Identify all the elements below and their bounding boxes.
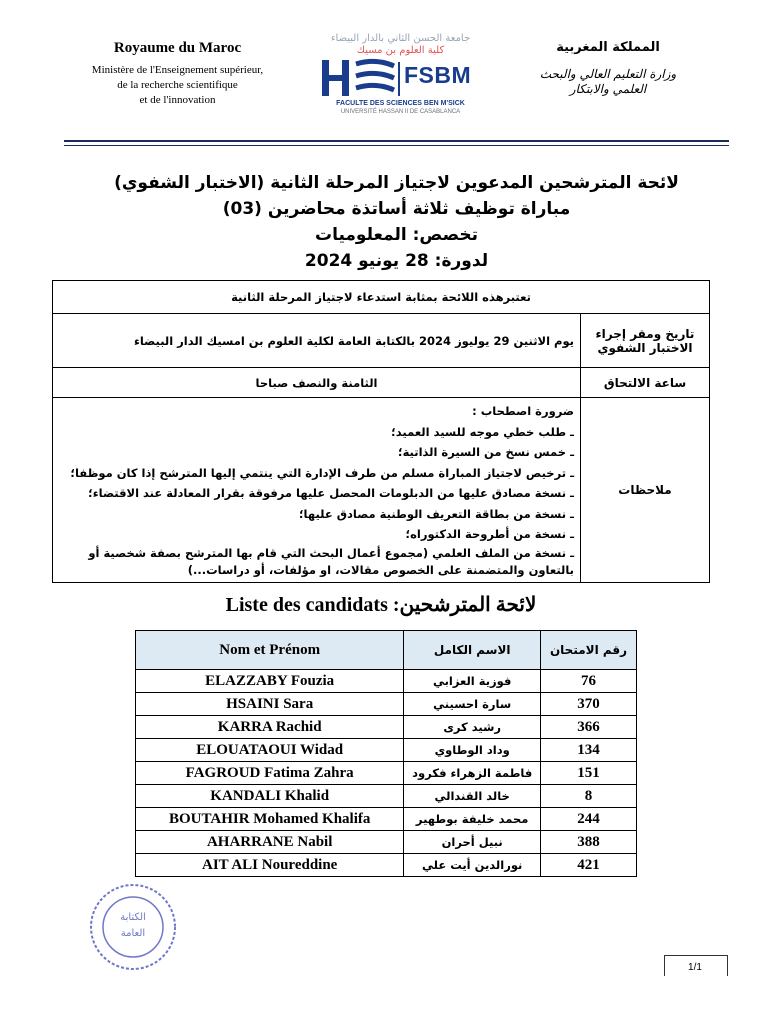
- note-item: ـ نسخة مصادق عليها من الدبلومات المحصل عليها مرفوقة بقرار المعادلة عند الاقتضاء؛: [88, 486, 574, 500]
- candidate-number: 151: [541, 762, 637, 785]
- candidate-number: 388: [541, 831, 637, 854]
- note-item: ـ طلب خطي موجه للسيد العميد؛: [391, 424, 574, 439]
- candidate-name: KARRA Rachid: [136, 716, 404, 739]
- candidate-name: HSAINI Sara: [136, 693, 404, 716]
- table-row: [136, 693, 637, 716]
- stamp-circle-icon: [88, 882, 178, 972]
- ministry-line-3: et de l'innovation: [139, 94, 216, 106]
- candidate-name-ar: سارة احسيني: [404, 693, 541, 716]
- header-arabic: [508, 40, 708, 97]
- logo-emblem-icon: [320, 58, 398, 98]
- official-stamp: [88, 882, 178, 972]
- candidate-name-ar: فاطمة الزهراء فكرود: [404, 762, 541, 785]
- candidate-name-ar: وداد الوطاوي: [404, 739, 541, 762]
- candidate-name: BOUTAHIR Mohamed Khalifa: [136, 808, 404, 831]
- logo-university-ar: جامعة الحسن الثاني بالدار البيضاء: [330, 33, 471, 44]
- candidate-name-ar: رشيد كرى: [404, 716, 541, 739]
- candidate-number: 366: [541, 716, 637, 739]
- header-divider: [64, 140, 729, 142]
- header-arabic-name: الاسم الكامل: [404, 631, 541, 670]
- note-item: ـ نسخة من أطروحة الدكتوراه؛: [405, 527, 574, 541]
- note-item: ـ خمس نسخ من السيرة الذاتية؛: [397, 445, 574, 459]
- note-item: ـ نسخة من بطاقة التعريف الوطنية مصادق عليها؛: [298, 506, 574, 521]
- candidate-number: 370: [541, 693, 637, 716]
- date-value: يوم الاثنين 29 يوليوز 2024 بالكتابة العامة لكلية العلوم بن امسيك الدار البيضاء: [53, 314, 581, 368]
- candidate-name-ar: فوزية العزابي: [404, 670, 541, 693]
- candidate-name: KANDALI Khalid: [136, 785, 404, 808]
- ministry-ar-line-2: العلمي والابتكار: [569, 82, 647, 96]
- notes-label: ملاحظات: [581, 398, 710, 583]
- candidate-number: 76: [541, 670, 637, 693]
- candidate-name: AIT ALI Noureddine: [136, 854, 404, 877]
- note-item: ـ نسخة من الملف العلمي (مجموع أعمال البحث التي قام بها المترشح بصفة شخصية أو بالتعاون والمتضمنة على الخصوص مقالات، او مؤلفات، أو دراسات...): [88, 545, 574, 577]
- specialty-title: تخصص: المعلوميات: [314, 225, 479, 245]
- table-header-row: [136, 631, 637, 670]
- date-label: تاريخ ومقر إجراء الاختبار الشفوي: [581, 314, 710, 368]
- candidate-name-ar: نورالدين أيت علي: [404, 854, 541, 877]
- stamp-line-1: الكتابة: [120, 912, 146, 923]
- candidate-number: 244: [541, 808, 637, 831]
- time-value: الثامنة والنصف صباحا: [53, 368, 581, 398]
- candidates-list-title: Liste des candidats :لائحة المترشحين: [225, 594, 537, 616]
- document-titles: [64, 170, 729, 274]
- table-row: [136, 716, 637, 739]
- ministry-line-2: de la recherche scientifique: [117, 79, 238, 91]
- main-title: لائحة المترشحين المدعوين لاجتياز المرحلة الثانية (الاختبار الشفوي): [114, 173, 679, 193]
- stamp-line-2: العامة: [120, 928, 146, 939]
- header-divider-thin: [64, 145, 729, 146]
- candidate-name-ar: محمد خليفة بوطهير: [404, 808, 541, 831]
- logo-university-fr: UNIVERSITÉ HASSAN II DE CASABLANCA: [340, 109, 461, 115]
- candidate-number: 8: [541, 785, 637, 808]
- notes-intro: ضرورة اصطحاب :: [472, 404, 574, 418]
- candidate-name: FAGROUD Fatima Zahra: [136, 762, 404, 785]
- table-row: [136, 831, 637, 854]
- table-row: [136, 762, 637, 785]
- candidate-name-ar: خالد القندالي: [404, 785, 541, 808]
- kingdom-title-ar: المملكة المغربية: [556, 40, 660, 55]
- table-row: [136, 785, 637, 808]
- ministry-line-1: Ministère de l'Enseignement supérieur,: [91, 64, 264, 76]
- notes-list: [53, 398, 581, 583]
- note-item: ـ ترخيص لاجتياز المباراة مسلم من طرف الإدارة التي ينتمي إليها المترشح إذا كان موظفا؛: [70, 465, 574, 480]
- fsbm-logo: [318, 34, 483, 119]
- logo-fsbm-text: FSBM: [404, 62, 472, 88]
- kingdom-title-fr: Royaume du Maroc: [113, 40, 242, 56]
- page-number: 1/1: [688, 962, 702, 973]
- header-french: [70, 40, 285, 108]
- candidate-number: 421: [541, 854, 637, 877]
- table-row: [136, 739, 637, 762]
- convocation-notice: تعتبرهذه اللائحة بمثابة استدعاء لاجتياز المرحلة الثانية: [53, 281, 710, 314]
- candidate-name: AHARRANE Nabil: [136, 831, 404, 854]
- info-table: [52, 280, 710, 583]
- candidate-name-ar: نبيل أحران: [404, 831, 541, 854]
- logo-faculty-fr: FACULTE DES SCIENCES BEN M'SICK: [336, 100, 465, 107]
- table-row: [136, 808, 637, 831]
- time-label: ساعة الالتحاق: [581, 368, 710, 398]
- candidate-name: ELAZZABY Fouzia: [136, 670, 404, 693]
- header-exam-number: رقم الامتحان: [541, 631, 637, 670]
- table-row: [136, 670, 637, 693]
- candidate-name: ELOUATAOUI Widad: [136, 739, 404, 762]
- table-row: [136, 854, 637, 877]
- ministry-ar-line-1: وزارة التعليم العالي والبحث: [539, 67, 677, 81]
- contest-title: مباراة توظيف ثلاثة أساتذة محاضرين (03): [222, 199, 571, 219]
- session-title: لدورة: 28 يونيو 2024: [304, 251, 489, 271]
- candidate-number: 134: [541, 739, 637, 762]
- header-name: Nom et Prénom: [136, 631, 404, 670]
- candidates-table: [135, 630, 637, 877]
- logo-faculty-ar: كلية العلوم بن مسيك: [356, 45, 445, 56]
